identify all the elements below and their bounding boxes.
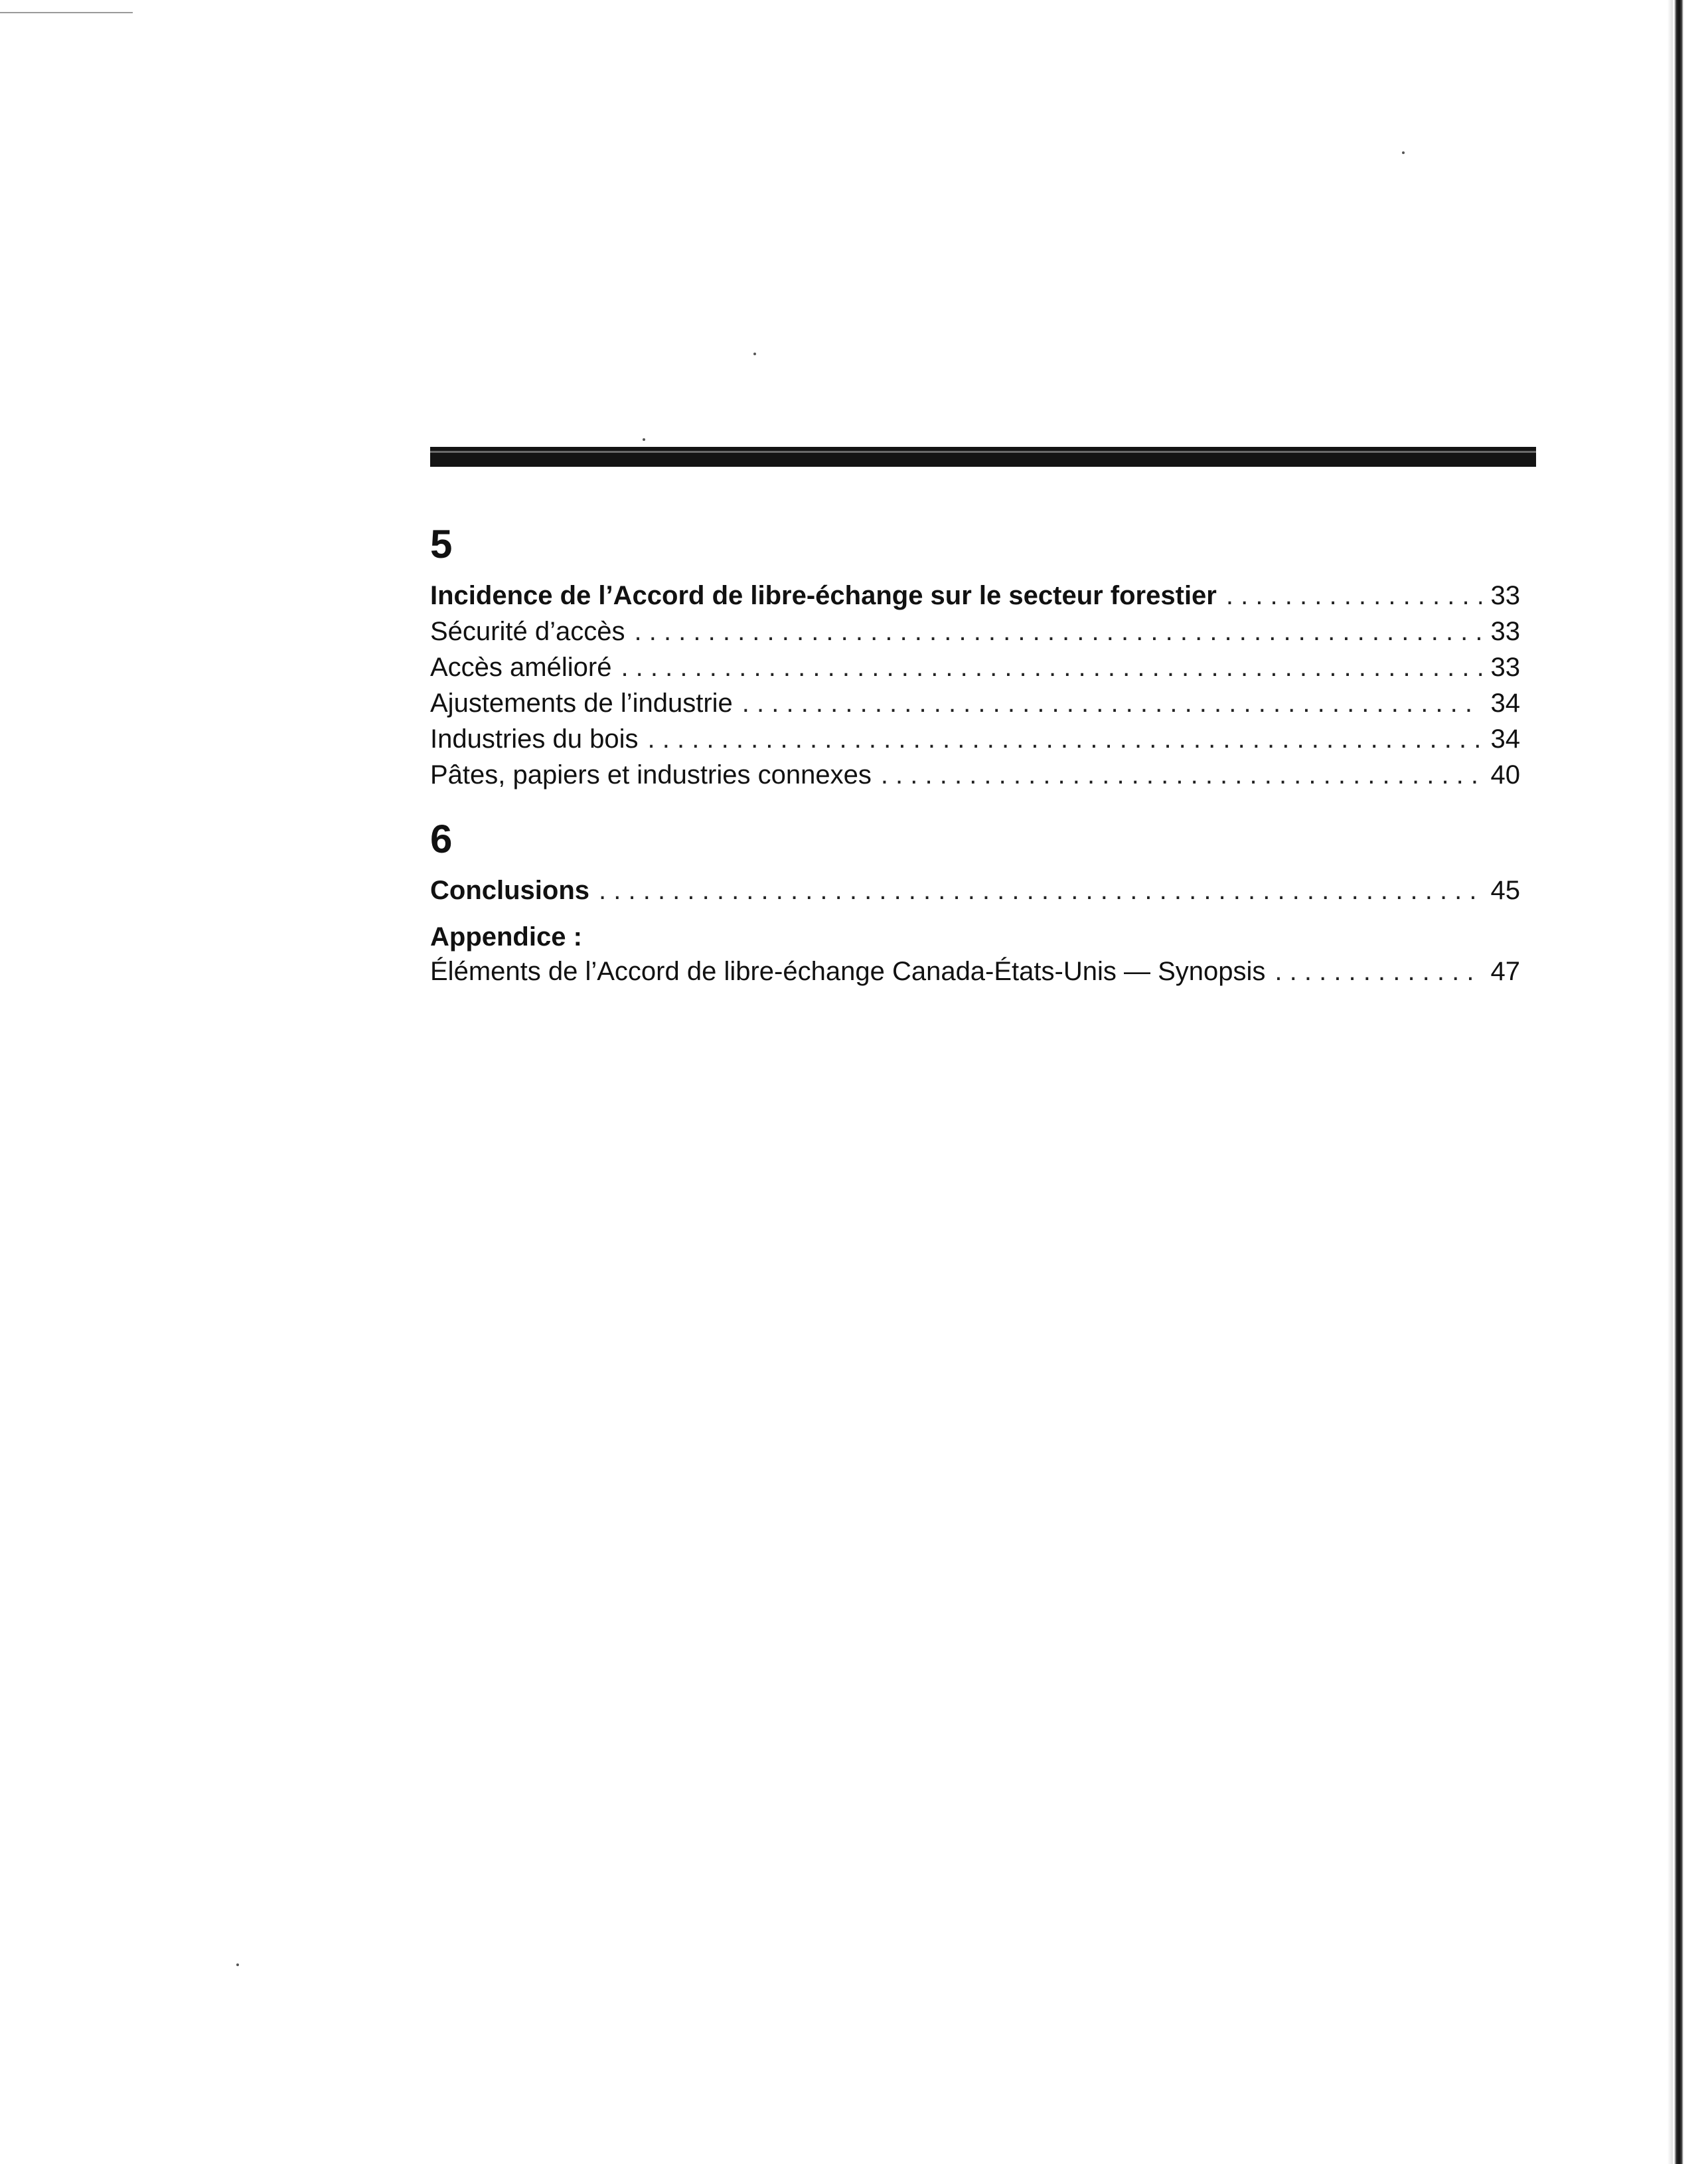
toc-entry-page: 45 <box>1490 876 1520 905</box>
toc-entry[interactable] <box>430 873 1520 908</box>
dot-leader <box>648 721 1482 757</box>
toc-entry-title: Incidence de l’Accord de libre-échange sur le secteur forestier <box>430 581 1217 610</box>
scan-speck <box>236 1963 239 1966</box>
toc-entry-page: 34 <box>1490 689 1520 718</box>
dot-leader <box>634 614 1481 649</box>
toc-entry-title: Éléments de l’Accord de libre-échange Canada-États-Unis — Synopsis <box>430 957 1266 986</box>
toc-entry[interactable] <box>430 614 1520 649</box>
chapter-number-6: 6 <box>430 817 453 861</box>
toc-entry[interactable] <box>430 649 1520 685</box>
appendix-heading: Appendice : <box>430 922 582 952</box>
toc-entry-page: 33 <box>1490 617 1520 646</box>
toc-entry[interactable] <box>430 721 1520 757</box>
toc-entry-page: 33 <box>1490 653 1520 682</box>
toc-entry[interactable] <box>430 757 1520 793</box>
toc-entry[interactable] <box>430 685 1520 721</box>
table-of-contents <box>430 522 1520 989</box>
dot-leader <box>742 685 1482 721</box>
top-left-scan-rule <box>0 12 133 13</box>
right-binding-edge <box>1674 0 1683 2164</box>
dot-leader <box>1226 578 1482 614</box>
toc-entry-title: Sécurité d’accès <box>430 617 625 646</box>
dot-leader <box>1275 954 1481 989</box>
toc-entry-appendix[interactable] <box>430 954 1520 989</box>
toc-entry-page: 34 <box>1490 724 1520 754</box>
section-header-bar-highlight <box>430 451 1536 453</box>
toc-entry-title: Accès amélioré <box>430 653 612 682</box>
toc-entry-title: Pâtes, papiers et industries connexes <box>430 760 872 790</box>
dot-leader <box>621 649 1481 685</box>
toc-entry-title: Ajustements de l’industrie <box>430 689 733 718</box>
toc-entry-title: Industries du bois <box>430 724 639 754</box>
dot-leader <box>881 757 1482 793</box>
section-spacer <box>430 793 1520 819</box>
scan-speck <box>1402 151 1405 154</box>
section-header-bar <box>430 447 1536 467</box>
toc-entry-page: 40 <box>1490 760 1520 790</box>
toc-entry-page: 33 <box>1490 581 1520 610</box>
chapter-number-5: 5 <box>430 522 453 566</box>
toc-entry-title: Conclusions <box>430 876 590 905</box>
toc-entry-page: 47 <box>1490 957 1520 986</box>
scan-speck <box>753 353 756 355</box>
toc-entry[interactable] <box>430 578 1520 614</box>
dot-leader <box>599 873 1481 908</box>
scan-speck <box>643 438 645 441</box>
right-edge-shadow <box>1668 0 1673 2164</box>
